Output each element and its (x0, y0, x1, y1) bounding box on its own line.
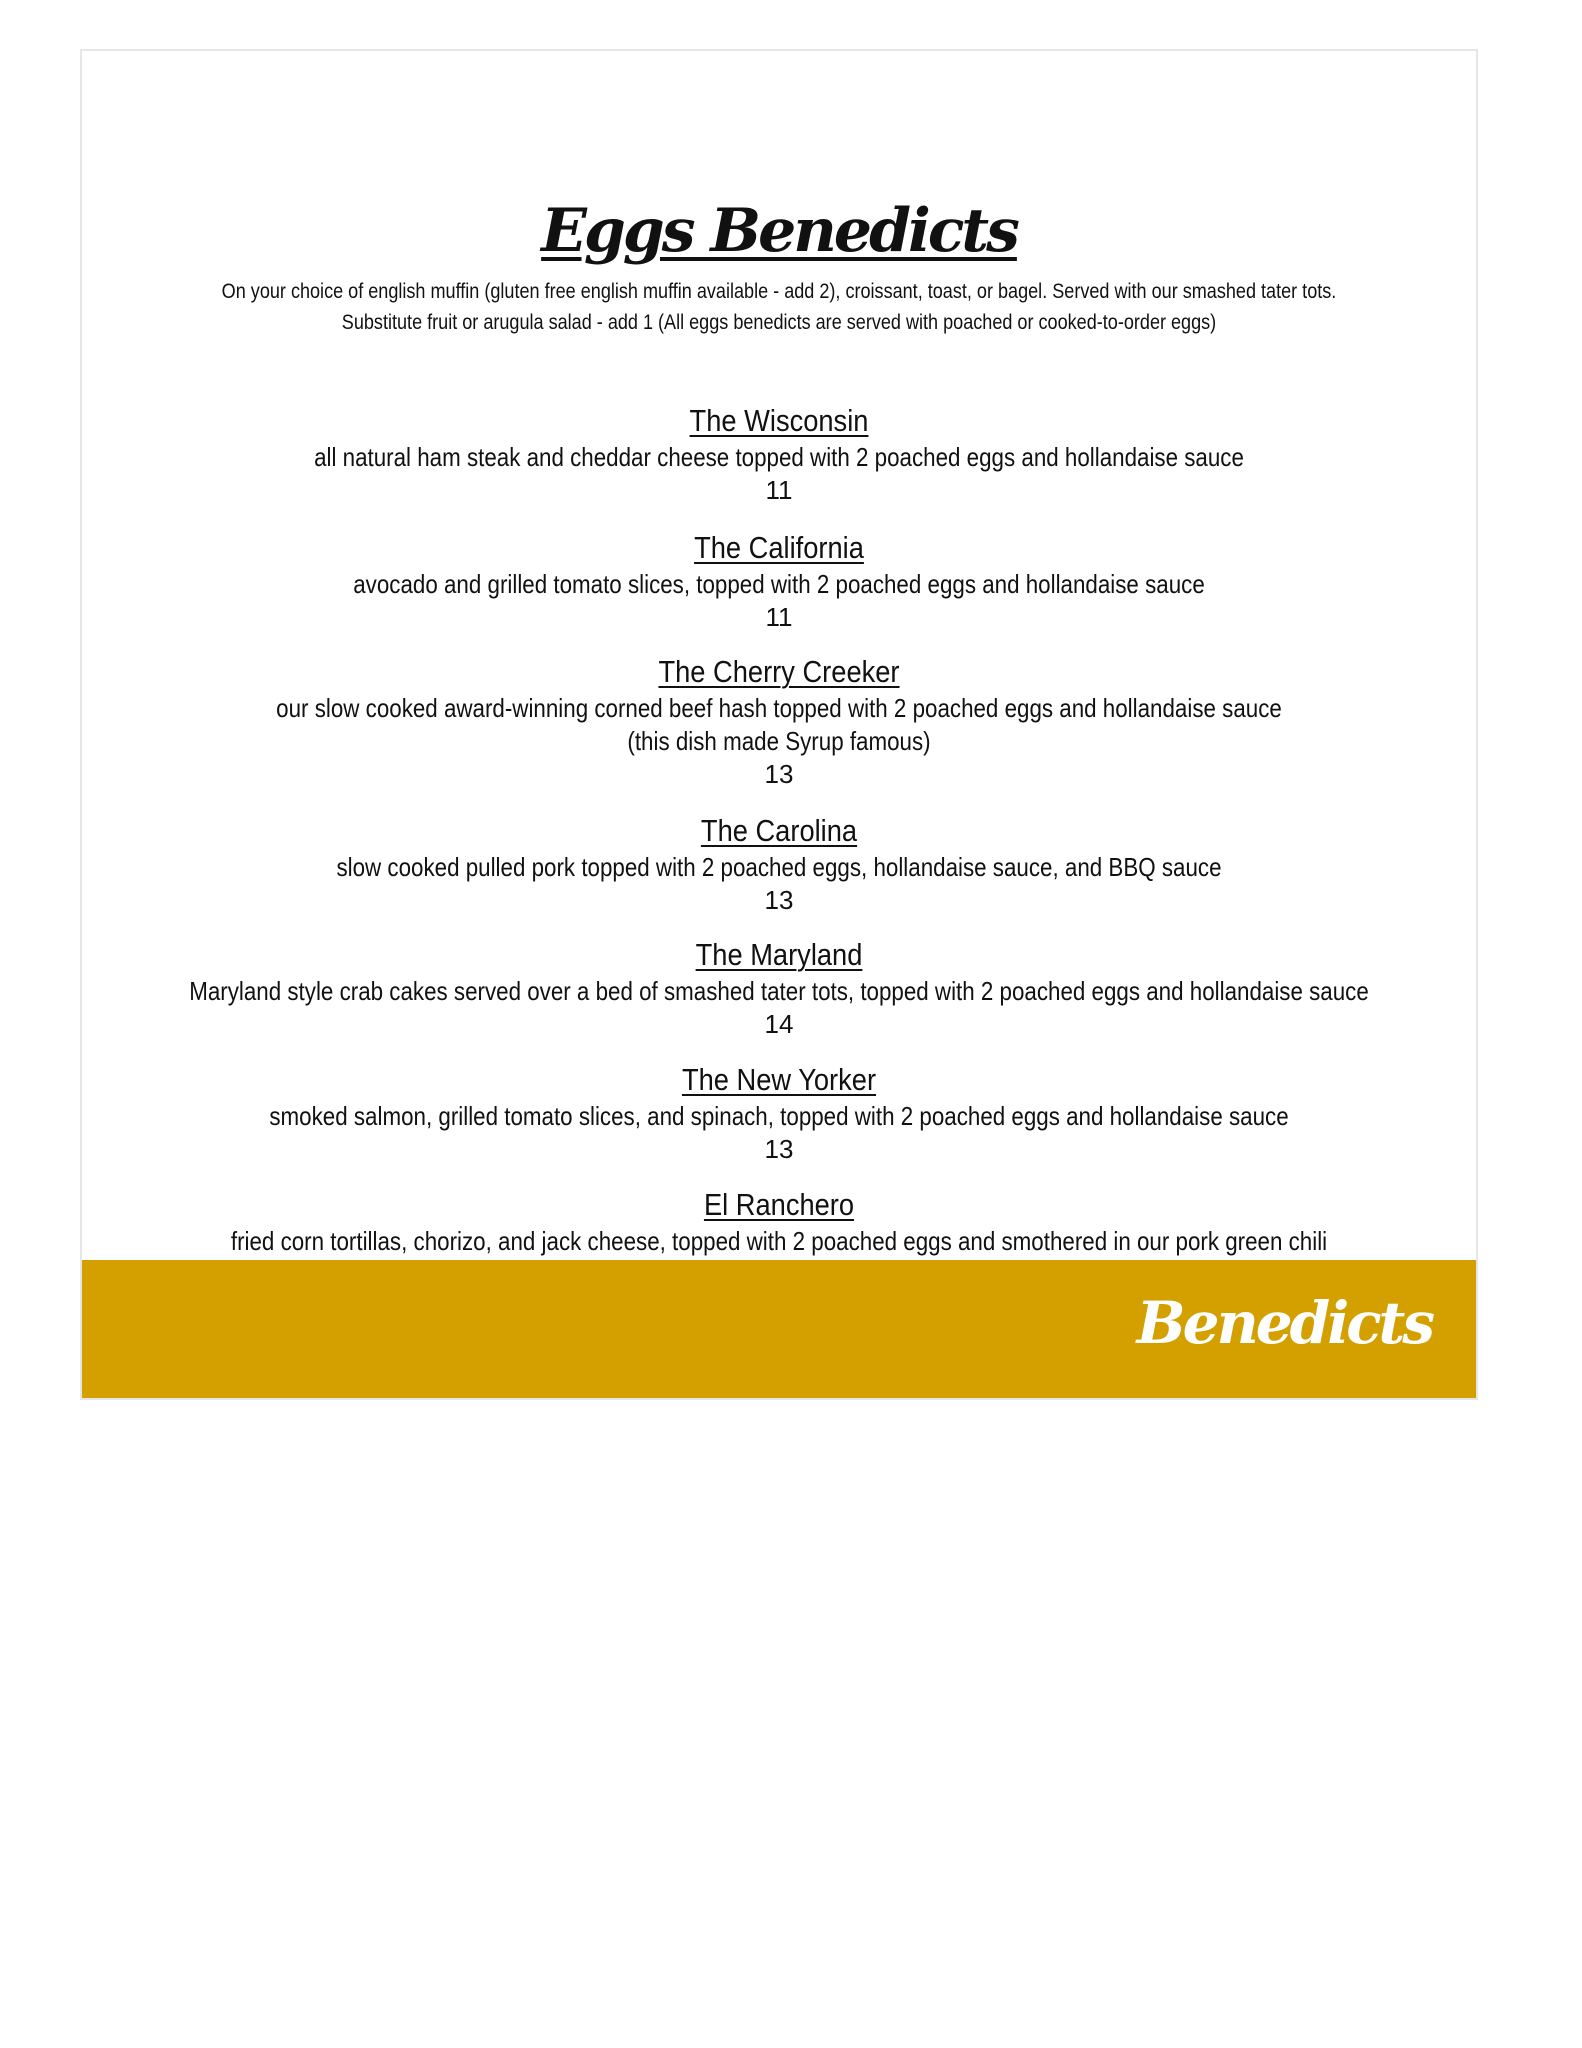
item-description: all natural ham steak and cheddar cheese topped with 2 poached eggs and hollandaise sauce (314, 442, 1244, 472)
item-description: smoked salmon, grilled tomato slices, and spinach, topped with 2 poached eggs and hollandaise sauce (269, 1101, 1289, 1131)
item-name: The Wisconsin (689, 403, 869, 438)
item-price: 11 (765, 475, 793, 505)
menu-intro (214, 276, 1344, 338)
footer-label: Benedicts (1136, 1289, 1432, 1357)
item-name: El Ranchero (703, 1187, 855, 1222)
menu-title: Eggs Benedicts (541, 196, 1017, 266)
item-description: fried corn tortillas, chorizo, and jack cheese, topped with 2 poached eggs and smothered in our pork green chili (230, 1226, 1328, 1256)
item-name: The Maryland (695, 937, 863, 972)
item-name: The Carolina (700, 813, 858, 848)
item-description: slow cooked pulled pork topped with 2 poached eggs, hollandaise sauce, and BBQ sauce (336, 852, 1222, 882)
item-description: Maryland style crab cakes served over a bed of smashed tater tots, topped with 2 poached eggs and hollandaise sauce (189, 976, 1369, 1006)
menu-content (82, 51, 1476, 1263)
item-price: 13 (764, 759, 794, 789)
menu-item-california (82, 528, 1476, 634)
menu-item-cherry-creeker (82, 652, 1476, 791)
item-name: The Cherry Creeker (658, 654, 900, 689)
menu-item-maryland (82, 935, 1476, 1041)
menu-item-wisconsin (82, 401, 1476, 507)
item-price: 13 (764, 885, 794, 915)
menu-item-carolina (82, 811, 1476, 917)
item-price: 13 (764, 1134, 794, 1164)
menu-item-new-yorker (82, 1060, 1476, 1166)
item-name: The New Yorker (681, 1062, 877, 1097)
menu-intro-line-2: Substitute fruit or arugula salad - add 1 (All eggs benedicts are served with poached or cooked-to-order eggs) (341, 311, 1217, 334)
item-description: avocado and grilled tomato slices, topped with 2 poached eggs and hollandaise sauce (353, 569, 1205, 599)
menu-card (80, 49, 1478, 1400)
menu-intro-line-1: On your choice of english muffin (gluten free english muffin available - add 2), croissant, toast, or bagel. Served with our smashed tater tots. (221, 280, 1337, 303)
item-note: (this dish made Syrup famous) (627, 726, 931, 756)
item-name: The California (694, 530, 864, 565)
item-description: our slow cooked award-winning corned beef hash topped with 2 poached eggs and hollandaise sauce (276, 693, 1282, 723)
footer-band (82, 1260, 1476, 1398)
item-price: 14 (764, 1009, 794, 1039)
item-price: 11 (765, 602, 793, 632)
